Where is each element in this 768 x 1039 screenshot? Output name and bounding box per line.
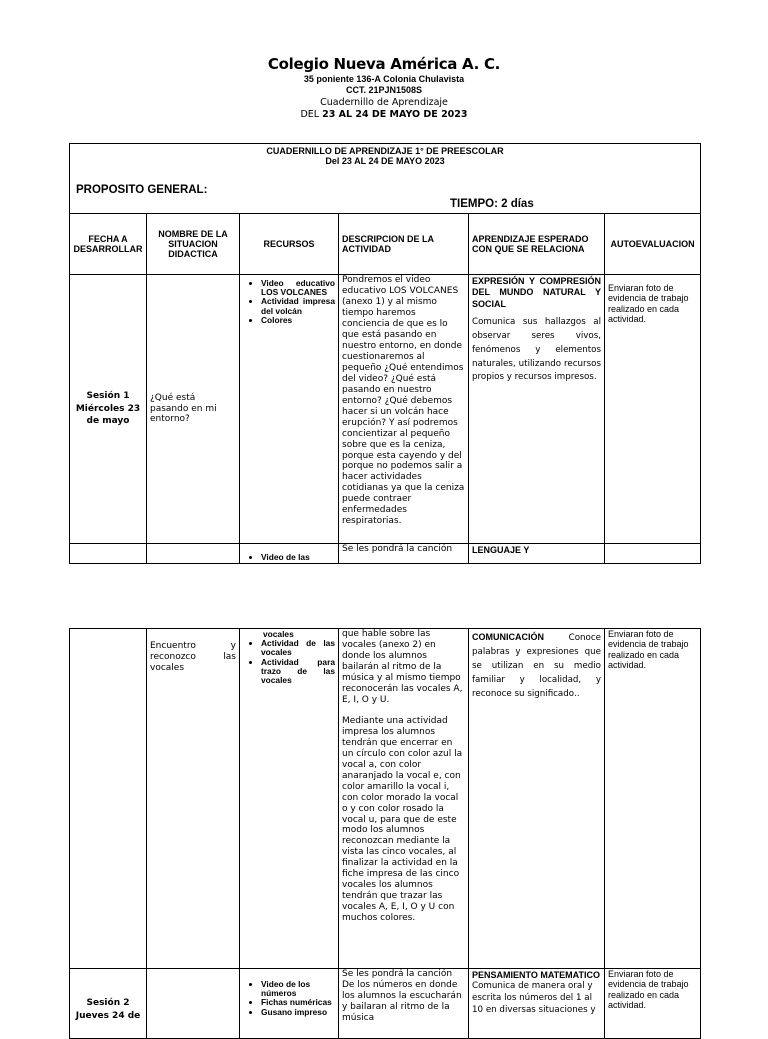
vowels-situation [147,629,240,969]
school-cct: CCT. 21PJN1508S [345,85,423,95]
learning-expected-text: Conoce palabras y expresiones que se utilizan en su medio familiar y localidad, y reconoce su significado.. [472,633,601,699]
empty-cell [147,969,240,1039]
vowels-description-start: Se les pondrá la canción [339,544,469,564]
learning-expected [472,630,601,702]
learning-expected: Comunica sus hallazgos al observar seres vivos, fenómenos y elementos naturales, utilizando recursos propios y recursos impresos. [472,316,601,383]
session1-description: Pondremos el video educativo LOS VOLCANES (anexo 1) y al mismo tiempo haremos conciencia de que es lo que está pasando en nuestro entorno, en donde cuestionaremos al pequeño ¿Qué entendimos del video? ¿Qué está pasando en nuestro entorno? ¿Qué debemos hacer si un volcán hace erupción? Y así podremos concientizar al pequeño sobre que es la ceniza, porque esta cayendo y del porque no podemos salir a hacer actividades cotidianas ya que la ceniza puede contraer enfermedades respiratorias. [339,275,469,544]
resource-item: • Video de las [261,553,335,562]
resource-item: • Gusano impreso [261,1008,335,1017]
session2-description: Se les pondrá la canción De los números en donde los alumnos la escucharán y bailaran al ritmo de la música [339,969,469,1039]
vowels-learning [469,629,605,969]
vowels-situation-text: Encuentro y reconozco las vocales [150,641,236,673]
learning-area-title: PENSAMIENTO MATEMATICO [472,970,600,980]
purpose-label: PROPOSITO GENERAL: [76,184,208,196]
school-name: Colegio Nueva América A. C. [267,55,501,73]
col-header-descripcion: DESCRIPCION DE LA ACTIVIDAD [339,214,469,275]
vowels-resources [240,629,339,969]
col-header-recursos: RECURSOS [240,214,339,275]
col-header-nombre: NOMBRE DE LA SITUACION DIDACTICA [147,214,240,275]
vowels-learning-start [469,544,605,564]
empty-cell [605,544,701,564]
learning-area-title: COMUNICACIÓN [472,632,544,642]
vowels-description [339,629,469,969]
date-prefix: DEL [300,109,323,120]
learning-area-title: LENGUAJE Y [472,545,530,555]
col-header-aprendizaje: APRENDIZAJE ESPERADO CON QUE SE RELACIONA [469,214,605,275]
table-title: CUADERNILLO DE APRENDIZAJE 1° DE PREESCOLAR [266,146,504,156]
col-header-fecha: FECHA A DESARROLLAR [70,214,147,275]
session2-resources [240,969,339,1039]
table-row-vowels-start [70,544,701,564]
date-range-bold: 23 AL 24 DE MAYO DE 2023 [322,109,468,120]
session2-self-eval: Enviaran foto de evidencia de trabajo realizado en cada actividad. [605,969,701,1039]
resource-item: • Video educativo LOS VOLCANES [261,279,335,297]
learning-area-title: EXPRESIÓN Y COMPRESIÓN DEL MUNDO NATURAL Y SOCIAL [472,276,601,309]
table-title-dates: Del 23 AL 24 DE MAYO 2023 [325,156,445,166]
vowels-self-eval: Enviaran foto de evidencia de trabajo realizado en cada actividad. [605,629,701,969]
session2-learning [469,969,605,1039]
table-row-session2 [70,969,701,1039]
empty-cell [147,544,240,564]
table-row-vowels [70,629,701,969]
table-title-cell [70,144,701,214]
resource-item: • Colores [261,316,335,325]
lesson-plan-table-continued [69,628,701,1039]
column-headers [70,214,701,275]
school-address: 35 poniente 136-A Colonia Chulavista [303,74,465,84]
lesson-plan-table [69,143,701,564]
table-row-session1 [70,275,701,544]
vowels-description-p1: que hable sobre las vocales (anexo 2) en donde los alumnos bailarán al ritmo de la música y al mismo tiempo reconocerán las vocales A, E, I, O y U. [342,629,463,705]
resource-item: • Actividad de las vocales [261,639,335,657]
empty-cell [70,544,147,564]
resource-item-continued: vocales [263,629,294,639]
resource-item: • Video de los números [261,980,335,998]
session1-self-eval: Enviaran foto de evidencia de trabajo realizado en cada actividad. [605,275,701,544]
learning-expected: Comunica de manera oral y escrita los números del 1 al 10 en diversas situaciones y [472,981,596,1015]
session2-date: Sesión 2 Jueves 24 de [70,969,147,1039]
resource-item: • Actividad impresa del volcán [261,297,335,315]
resource-item: • Fichas numéricas [261,998,335,1007]
booklet-label: Cuadernillo de Aprendizaje [320,97,448,108]
session1-date: Sesión 1 Miércoles 23 de mayo [70,275,147,544]
col-header-autoevaluacion: AUTOEVALUACION [605,214,701,275]
session1-resources [240,275,339,544]
resource-item: • Actividad para trazo de las vocales [261,658,335,686]
time-label: TIEMPO: 2 días [450,198,534,210]
vowels-resources-start [240,544,339,564]
session1-learning [469,275,605,544]
vowels-description-p2: Mediante una actividad impresa los alumnos tendrán que encerrar en un círculo con color azul la vocal a, con color anaranjado la vocal e, con color amarillo la vocal i, con color morado la vocal o y con color rosado la vocal u, para que de este modo los alumnos reconozcan mediante la vista las cinco vocales, al finalizar la actividad en la fiche impresa de las cinco vocales los alumnos tendrán que trazar las vocales A, E, I, O y U con muchos colores. [342,715,463,924]
date-range [0,110,768,121]
empty-cell [70,629,147,969]
session1-situation: ¿Qué está pasando en mi entorno? [147,275,240,544]
